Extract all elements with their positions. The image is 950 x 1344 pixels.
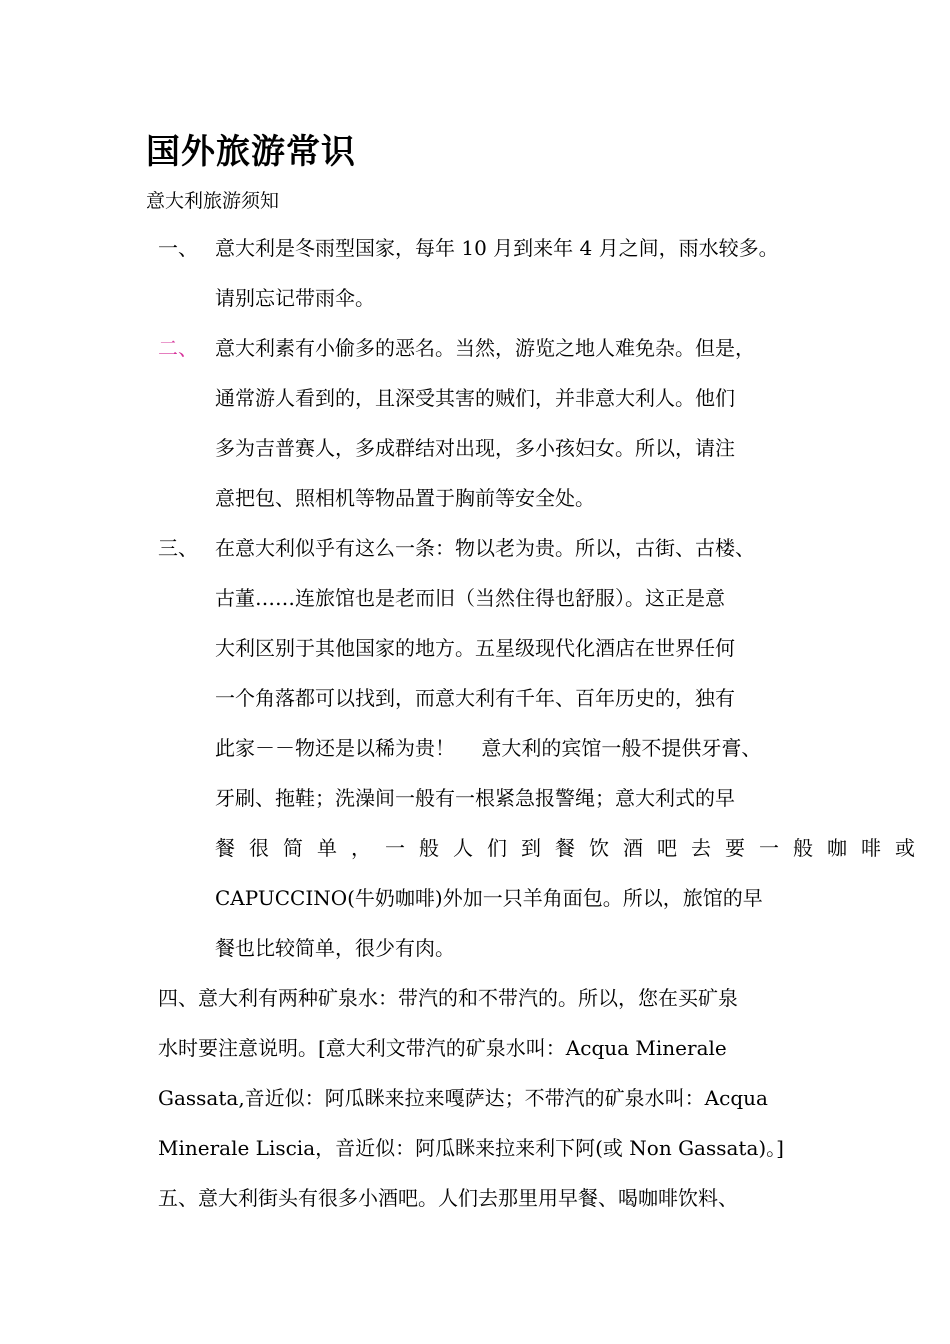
page-title: 国外旅游常识	[146, 132, 356, 172]
paragraph-line: 古董……连旅馆也是老而旧（当然住得也舒服）。这正是意	[215, 586, 725, 610]
paragraph-line: Minerale Liscia，音近似：阿瓜眯来拉来利下阿(或 Non Gassata)。]	[158, 1136, 784, 1160]
paragraph-line: Gassata,音近似：阿瓜眯来拉来嘎萨达；不带汽的矿泉水叫：Acqua	[158, 1086, 768, 1110]
list-marker-3: 三、	[158, 536, 198, 560]
paragraph-line: 多为吉普赛人，多成群结对出现，多小孩妇女。所以，请注	[215, 436, 735, 460]
paragraph-line: 意大利是冬雨型国家，每年 10 月到来年 4 月之间，雨水较多。	[215, 236, 779, 260]
page-subtitle: 意大利旅游须知	[146, 190, 280, 212]
paragraph-line: 此家－－物还是以稀为贵！ 意大利的宾馆一般不提供牙膏、	[215, 736, 762, 760]
paragraph-line: 牙刷、拖鞋；洗澡间一般有一根紧急报警绳；意大利式的早	[215, 786, 735, 810]
paragraph-line: 一个角落都可以找到，而意大利有千年、百年历史的，独有	[215, 686, 735, 710]
paragraph-line: 餐也比较简单，很少有肉。	[215, 936, 455, 960]
paragraph-line: 请别忘记带雨伞。	[215, 286, 375, 310]
paragraph-line: 意大利素有小偷多的恶名。当然，游览之地人难免杂。但是，	[215, 336, 755, 360]
paragraph-line: 意把包、照相机等物品置于胸前等安全处。	[215, 486, 595, 510]
paragraph-line: 大利区别于其他国家的地方。五星级现代化酒店在世界任何	[215, 636, 735, 660]
list-marker-1: 一、	[158, 236, 198, 260]
paragraph-line: 五、意大利街头有很多小酒吧。人们去那里用早餐、喝咖啡饮料、	[158, 1186, 738, 1210]
paragraph-line: 四、意大利有两种矿泉水：带汽的和不带汽的。所以，您在买矿泉	[158, 986, 738, 1010]
paragraph-line: 在意大利似乎有这么一条：物以老为贵。所以，古街、古楼、	[215, 536, 755, 560]
paragraph-line: 水时要注意说明。[意大利文带汽的矿泉水叫：Acqua Minerale	[158, 1036, 727, 1060]
paragraph-line: 通常游人看到的，且深受其害的贼们，并非意大利人。他们	[215, 386, 735, 410]
paragraph-line: 餐很简单，一般人们到餐饮酒吧去要一般咖啡或	[215, 836, 929, 860]
list-marker-2: 二、	[158, 336, 198, 360]
paragraph-line: CAPUCCINO(牛奶咖啡)外加一只羊角面包。所以，旅馆的早	[215, 886, 763, 910]
